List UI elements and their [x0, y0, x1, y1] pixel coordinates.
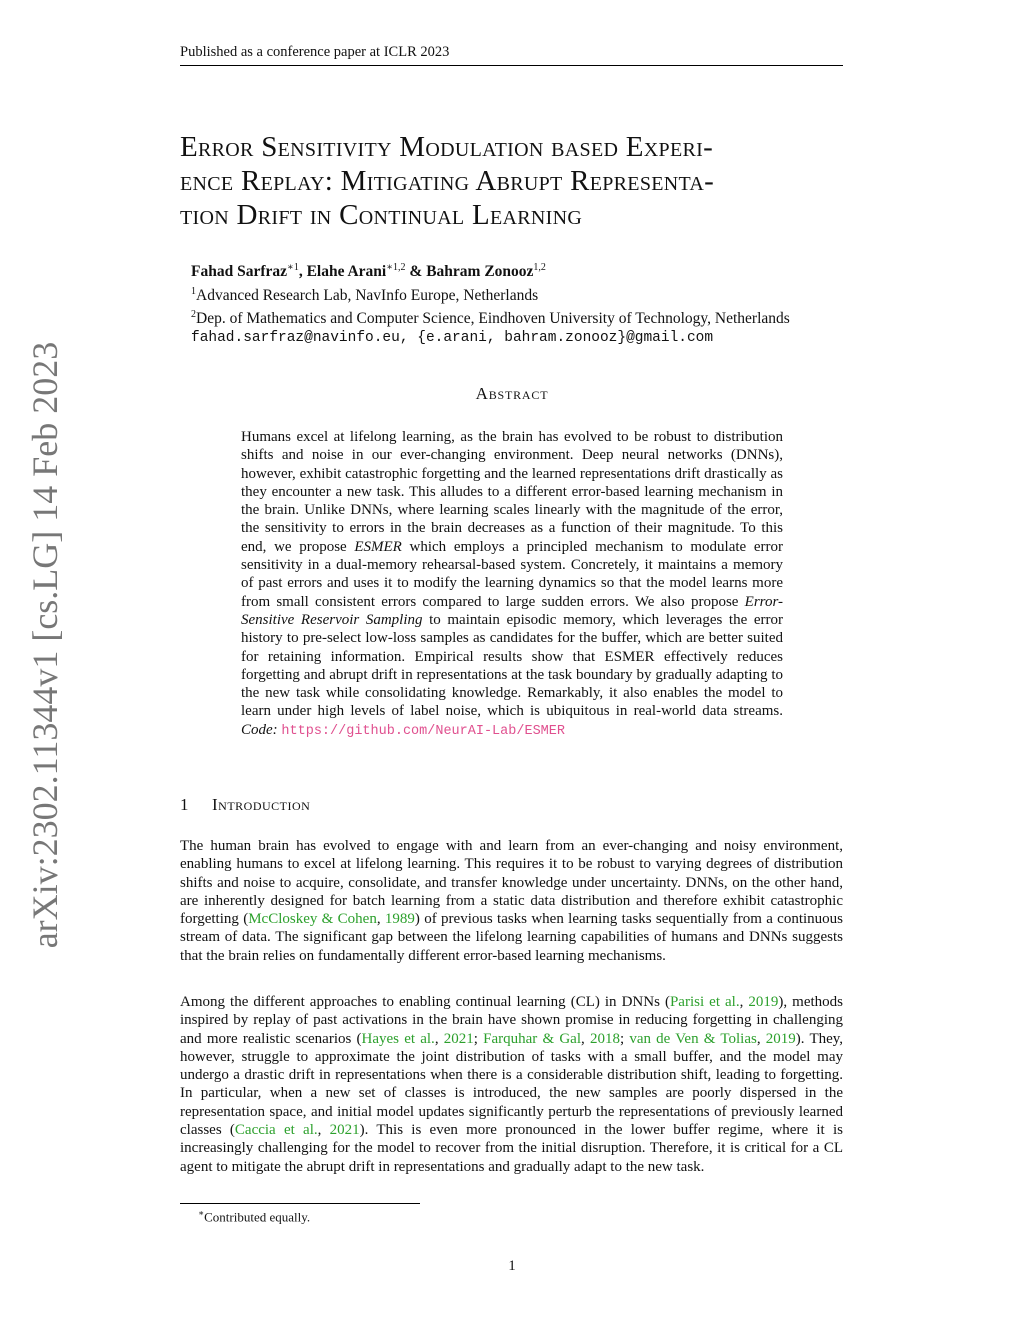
citation-year-link[interactable]: 2021	[443, 1030, 474, 1047]
citation-link[interactable]: Parisi et al.	[669, 994, 740, 1010]
abstract-heading: Abstract	[475, 384, 549, 403]
arxiv-identifier: arXiv:2302.11344v1 [cs.LG] 14 Feb 2023	[25, 341, 65, 949]
citation-link[interactable]: McCloskey & Cohen	[248, 911, 377, 928]
title-line-2: ence Replay: Mitigating Abrupt Representa-	[180, 165, 715, 197]
footnote-rule	[180, 1203, 420, 1204]
footnote: ∗Contributed equally.	[198, 1208, 311, 1225]
citation-link[interactable]: Caccia et al.	[234, 1122, 318, 1139]
author-names: Fahad Sarfraz$^{∗1}$, Elahe Arani$^{∗1,2}$ & Bahram Zonooz$^{1,2}$	[191, 262, 546, 281]
citation-link[interactable]: Hayes et al.	[361, 1030, 435, 1047]
abstract-text: Humans excel at lifelong learning, as the brain has evolved to be robust to distribution shifts and noise in our ever-changing environment. Deep neural networks (DNNs), however, exhibit catastrophic forgetting and the learned representations drift drastically as they encounter a new task. This alludes to a different error-based learning mechanism in the brain. Unlike DNNs, where learning scales linearly with the magnitude of the error, the sensitivity to errors in the brain decreases as a function of their magnitude. To this end, we propose ESMER which employs a principled mechanism to modulate error sensitivity in a dual-memory rehearsal-based system. Concretely, it maintains a memory of past errors and uses it to modify the learning dynamics so that the model learns more from small consistent errors compared to large sudden errors. We also propose Error-Sensitive Reservoir Sampling to maintain episodic memory, which leverages the error history to pre-select low-loss samples as candidates for the buffer, which are better suited for retaining information. Empirical results show that ESMER effectively reduces forgetting and abrupt drift in representations at the task boundary by gradually adapting to the new task while consolidating knowledge. Remarkably, it also enables the model to learn under high levels of label noise, which is ubiquitous in real-world data streams. Code: https://github.com/NeurAI-Lab/ESMER	[241, 429, 784, 739]
citation-year-link[interactable]: 1989	[384, 911, 415, 928]
citation-link[interactable]: Farquhar & Gal	[483, 1030, 581, 1047]
running-header: Published as a conference paper at ICLR 2023	[180, 44, 843, 66]
paper-title	[180, 130, 850, 232]
affiliation-2: $^2$Dep. of Mathematics and Computer Science, Eindhoven University of Technology, Netherlands	[191, 309, 790, 328]
citation-year-link[interactable]: 2018	[589, 1030, 620, 1047]
author-block	[191, 258, 790, 348]
esrs-term: Error-Sensitive Reservoir Sampling	[241, 593, 783, 628]
citation-year-link[interactable]: 2021	[329, 1122, 360, 1139]
affiliation-1: $^1$Advanced Research Lab, NavInfo Europe, Netherlands	[191, 285, 539, 304]
author-emails: fahad.sarfraz@navinfo.eu, {e.arani, bahram.zonooz}@gmail.com	[191, 329, 714, 346]
citation-link[interactable]: van de Ven & Tolias	[629, 1030, 757, 1047]
intro-paragraph-1: The human brain has evolved to engage with and learn from an ever-changing and noisy environment, enabling humans to excel at lifelong learning. This requires it to be robust to varying degrees of distribution shifts and noise to acquire, consolidate, and transfer knowledge under uncertainty. DNNs, on the other hand, are inherently designed for batch learning from a static data distribution and therefore exhibit catastrophic forgetting (McCloskey & Cohen, 1989) of previous tasks when learning tasks sequentially from a continuous stream of data. The significant gap between the lifelong learning capabilities of humans and DNNs suggests that the brain relies on fundamentally different error-based learning mechanisms.	[180, 838, 844, 964]
title-line-3: tion Drift in Continual Learning	[180, 199, 583, 231]
section-heading-introduction: 1 Introduction	[180, 795, 311, 814]
page-number: 1	[508, 1258, 516, 1274]
code-link[interactable]: https://github.com/NeurAI-Lab/ESMER	[281, 723, 565, 739]
esmer-term: ESMER	[354, 538, 402, 555]
citation-year-link[interactable]: 2019	[748, 994, 779, 1010]
intro-paragraph-2: Among the different approaches to enabling continual learning (CL) in DNNs (Parisi et al., 2019), methods inspired by replay of past activations in the brain have shown promise in reducing forgetting in challenging and more realistic scenarios (Hayes et al., 2021; Farquhar & Gal, 2018; van de Ven & Tolias, 2019). They, however, struggle to approximate the joint distribution of tasks with a small buffer, and the model may undergo a drastic drift in representations when there is a considerable distribution shift, leading to forgetting. In particular, when a new set of classes is introduced, the new samples are poorly dispersed in the representation space, and initial model updates significantly perturb the representations of previously learned classes (Caccia et al., 2021). This is even more pronounced in the lower buffer regime, where it is increasingly challenging for the model to recover from the initial disruption. Therefore, it is critical for a CL agent to mitigate the abrupt drift in representations and gradually adapt to the new task.	[180, 994, 844, 1175]
citation-year-link[interactable]: 2019	[765, 1030, 796, 1047]
title-line-1: Error Sensitivity Modulation based Experi-	[180, 131, 714, 163]
